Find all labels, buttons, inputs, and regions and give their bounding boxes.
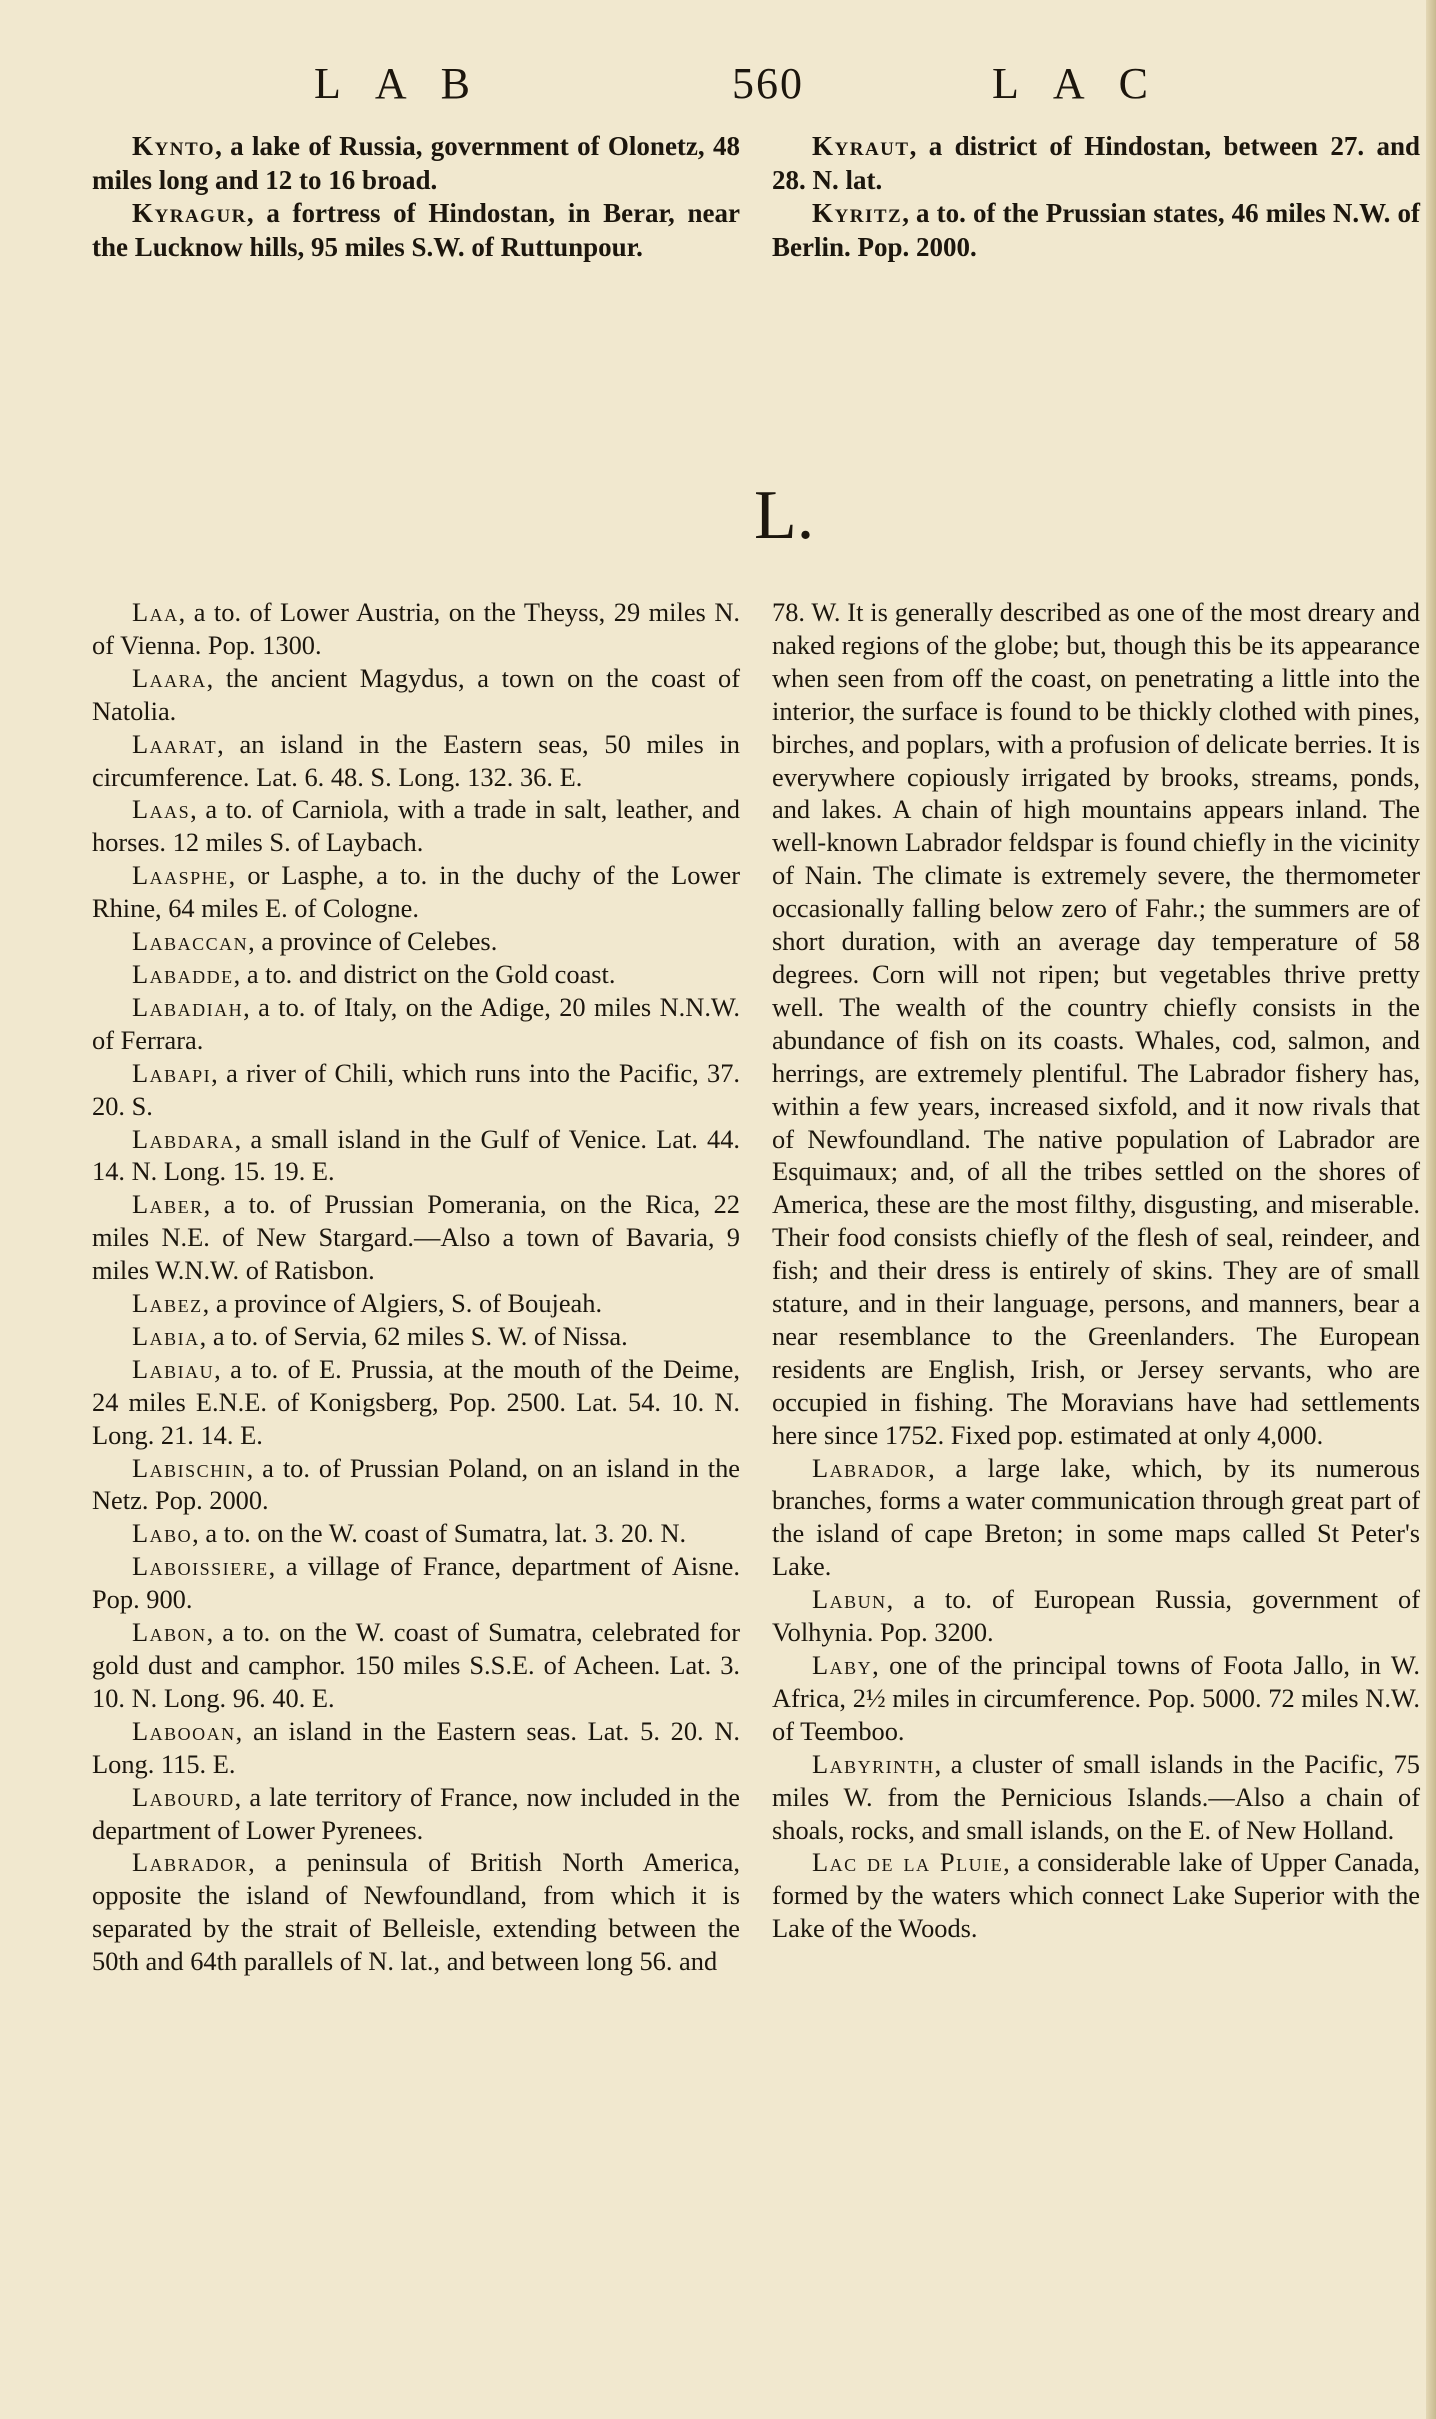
entry-headword: Laby xyxy=(812,1650,873,1680)
page-number: 560 xyxy=(732,59,804,108)
dictionary-entry xyxy=(92,596,740,662)
entry-definition: , a fortress of Hindostan, in Berar, near the Lucknow hills, 95 miles S.W. of Ruttunpour. xyxy=(92,198,740,262)
entry-definition: , a river of Chili, which runs into the Pacific, 37. 20. S. xyxy=(92,1057,740,1121)
dictionary-entry xyxy=(92,1550,740,1616)
entry-headword: Laber xyxy=(132,1189,204,1220)
entry-headword: Labischin xyxy=(132,1452,247,1483)
entry-definition: , a to. of the Prussian states, 46 miles N.W. of Berlin. Pop. 2000. xyxy=(772,198,1420,262)
labrador-continuation: 78. W. It is generally described as one of the most dreary and naked regions of the globe; but, though this be its appearance when seen from off the coast, on penetrating a little into the interior, the surface is found to be thickly clothed with pines, birches, and poplars, with a profusion of delicate berries. It is everywhere copiously irrigated by brooks, streams, ponds, and lakes. A chain of high mountains appears inland. The well-known Labrador feldspar is found chiefly in the vicinity of Nain. The climate is extremely severe, the thermometer occasionally falling below zero of Fahr.; the summers are of short duration, with an average day temperature of 58 degrees. Corn will not ripen; but vegetables thrive pretty well. The wealth of the country chiefly consists in the abundance of fish on its coasts. Whales, cod, salmon, and herrings, are extremely plentiful. The Labrador fishery has, within a few years, increased sixfold, and it now rivals that of Newfoundland. The native population of Labrador are Esquimaux; and, of all the tribes settled on the shores of America, these are the most filthy, disgusting, and miserable. Their food consists chiefly of the flesh of seal, reindeer, and fish; and their dress is entirely of skins. They are of small stature, and in their language, persons, and manners, bear a near resemblance to the Greenlanders. The European residents are English, Irish, or Jersey servants, who are occupied in fishing. The Moravians have had settlements here since 1752. Fixed pop. estimated at only 4,000. xyxy=(772,597,1420,1450)
dictionary-entry xyxy=(92,1123,740,1189)
entry-headword: Labapi xyxy=(132,1057,212,1088)
entry-definition: , or Lasphe, a to. in the duchy of the Lower Rhine, 64 miles E. of Cologne. xyxy=(92,860,740,924)
dictionary-entry xyxy=(92,662,740,728)
dictionary-entry xyxy=(92,859,740,925)
dictionary-entry xyxy=(92,793,740,859)
entry-definition: , a village of France, department of Aisne. Pop. 900. xyxy=(92,1551,740,1615)
page-edge xyxy=(1426,0,1436,2419)
dictionary-entry xyxy=(92,1320,740,1353)
dictionary-entry xyxy=(92,925,740,958)
entry-headword: Labon xyxy=(132,1617,207,1648)
entry-headword: Kynto xyxy=(132,131,216,161)
entry-headword: Kyraut xyxy=(812,131,910,161)
entry-headword: Labo xyxy=(132,1518,193,1549)
entry-definition: , a peninsula of British North America, opposite the island of Newfoundland, from which it is separated by the strait of Belleisle, extending between the 50th and 64th parallels of N. lat., and between long 56. and xyxy=(92,1847,740,1977)
entry-headword: Laarat xyxy=(132,728,218,759)
dictionary-entry xyxy=(92,1846,740,1978)
entry-definition: , a cluster of small islands in the Pacific, 75 miles W. from the Pernicious Islands.—Also a chain of shoals, rocks, and small islands, on the E. of New Holland. xyxy=(772,1748,1420,1845)
entry-definition: , a to. and district on the Gold coast. xyxy=(233,958,616,989)
entry-headword: Kyragur xyxy=(132,198,247,228)
entry-definition: , a to. of E. Prussia, at the mouth of the Deime, 24 miles E.N.E. of Konigsberg, Pop. 2500. Lat. 54. 10. N. Long. 21. 14. E. xyxy=(92,1353,740,1450)
entry-headword: Laboissiere xyxy=(132,1551,269,1582)
entry-definition: , a district of Hindostan, between 27. and 28. N. lat. xyxy=(772,131,1420,195)
entry-definition: , a to. of Prussian Pomerania, on the Rica, 22 miles N.E. of New Stargard.—Also a town of Bavaria, 9 miles W.N.W. of Ratisbon. xyxy=(92,1189,740,1286)
dictionary-entry xyxy=(92,958,740,991)
page-header xyxy=(92,58,1410,116)
entry-headword: Labaccan xyxy=(132,926,249,957)
dictionary-entry xyxy=(772,197,1420,264)
entry-definition: , the ancient Magydus, a town on the coast of Natolia. xyxy=(92,662,740,726)
section-letter: L. xyxy=(754,477,815,554)
dictionary-entry xyxy=(92,1353,740,1452)
top-left-column xyxy=(92,130,740,264)
header-right-guideword: LAC xyxy=(992,59,1182,108)
entry-headword: Lac de la Pluie xyxy=(812,1847,1004,1878)
entry-definition: , a late territory of France, now included in the department of Lower Pyrenees. xyxy=(92,1781,740,1845)
entry-definition: , a to. on the W. coast of Sumatra, celebrated for gold dust and camphor. 150 miles S.S.E. of Acheen. Lat. 3. 10. N. Long. 96. 40. E. xyxy=(92,1617,740,1713)
entry-headword: Labadiah xyxy=(132,991,244,1022)
entry-definition: , a to. of Servia, 62 miles S. W. of Nissa. xyxy=(199,1320,628,1351)
top-right-column xyxy=(772,130,1420,264)
dictionary-page xyxy=(92,58,1420,2358)
entry-definition: , a considerable lake of Upper Canada, formed by the waters which connect Lake Superior with the Lake of the Woods. xyxy=(772,1847,1420,1944)
dictionary-entry xyxy=(772,1452,1420,1584)
entry-headword: Laara xyxy=(132,662,207,693)
entry-definition: , a to. of European Russia, government of Volhynia. Pop. 3200. xyxy=(772,1584,1420,1648)
entry-headword: Kyritz xyxy=(812,198,903,228)
dictionary-entry xyxy=(92,1781,740,1847)
entry-headword: Labyrinth xyxy=(812,1748,935,1779)
entry-headword: Labourd xyxy=(132,1781,235,1812)
entry-headword: Labiau xyxy=(132,1353,215,1384)
entry-headword: Labun xyxy=(812,1584,887,1615)
dictionary-entry xyxy=(772,1748,1420,1847)
dictionary-entry xyxy=(92,1715,740,1781)
header-left-guideword: LAB xyxy=(314,59,504,108)
dictionary-entry xyxy=(772,1649,1420,1748)
entry-definition: , an island in the Eastern seas, 50 miles in circumference. Lat. 6. 48. S. Long. 132. 36. E. xyxy=(92,728,740,792)
left-column xyxy=(92,596,740,1978)
entry-headword: Labez xyxy=(132,1288,203,1319)
entry-headword: Laa xyxy=(132,597,179,627)
entry-definition: , a to. of Prussian Poland, on an island in the Netz. Pop. 2000. xyxy=(92,1452,740,1516)
entry-definition: , one of the principal towns of Foota Jallo, in W. Africa, 2½ miles in circumference. Pop. 5000. 72 miles N.W. of Teemboo. xyxy=(772,1650,1420,1746)
dictionary-entry xyxy=(772,1583,1420,1649)
entry-definition: , a to. of Italy, on the Adige, 20 miles N.N.W. of Ferrara. xyxy=(92,991,740,1055)
dictionary-entry xyxy=(92,1287,740,1320)
entry-definition: , a province of Algiers, S. of Boujeah. xyxy=(202,1288,603,1319)
dictionary-entry xyxy=(92,1057,740,1123)
dictionary-entry xyxy=(772,1846,1420,1945)
entry-headword: Labrador xyxy=(132,1847,249,1878)
entry-definition: , a lake of Russia, government of Olonetz, 48 miles long and 12 to 16 broad. xyxy=(92,131,740,195)
entry-headword: Laas xyxy=(132,794,191,825)
entry-headword: Laasphe xyxy=(132,860,229,891)
entry-headword: Labdara xyxy=(132,1123,235,1154)
dictionary-entry xyxy=(92,1517,740,1550)
dictionary-entry xyxy=(92,130,740,197)
dictionary-entry xyxy=(92,197,740,264)
entry-headword: Labadde xyxy=(132,958,234,989)
dictionary-entry xyxy=(92,1616,740,1715)
entry-definition: , a to. on the W. coast of Sumatra, lat. 3. 20. N. xyxy=(192,1518,687,1549)
entry-definition: , a to. of Carniola, with a trade in salt, leather, and horses. 12 miles S. of Laybach. xyxy=(92,794,740,858)
entry-definition: , a province of Celebes. xyxy=(248,926,498,957)
entry-definition: , a large lake, which, by its numerous branches, forms a water communication through great part of the island of cape Breton; in some maps called St Peter's Lake. xyxy=(772,1452,1420,1582)
dictionary-entry xyxy=(92,728,740,794)
entry-headword: Labrador xyxy=(812,1452,929,1483)
dictionary-entry xyxy=(92,991,740,1057)
dictionary-entry xyxy=(92,1452,740,1518)
entry-definition: , an island in the Eastern seas. Lat. 5. 20. N. Long. 115. E. xyxy=(92,1715,740,1779)
entry-headword: Labia xyxy=(132,1320,200,1351)
entry-definition: , a to. of Lower Austria, on the Theyss, 29 miles N. of Vienna. Pop. 1300. xyxy=(92,597,740,660)
entry-headword: Labooan xyxy=(132,1715,236,1746)
dictionary-entry xyxy=(772,130,1420,197)
entry-definition: , a small island in the Gulf of Venice. Lat. 44. 14. N. Long. 15. 19. E. xyxy=(92,1123,740,1187)
dictionary-entry xyxy=(92,1188,740,1287)
right-column xyxy=(772,596,1420,1945)
